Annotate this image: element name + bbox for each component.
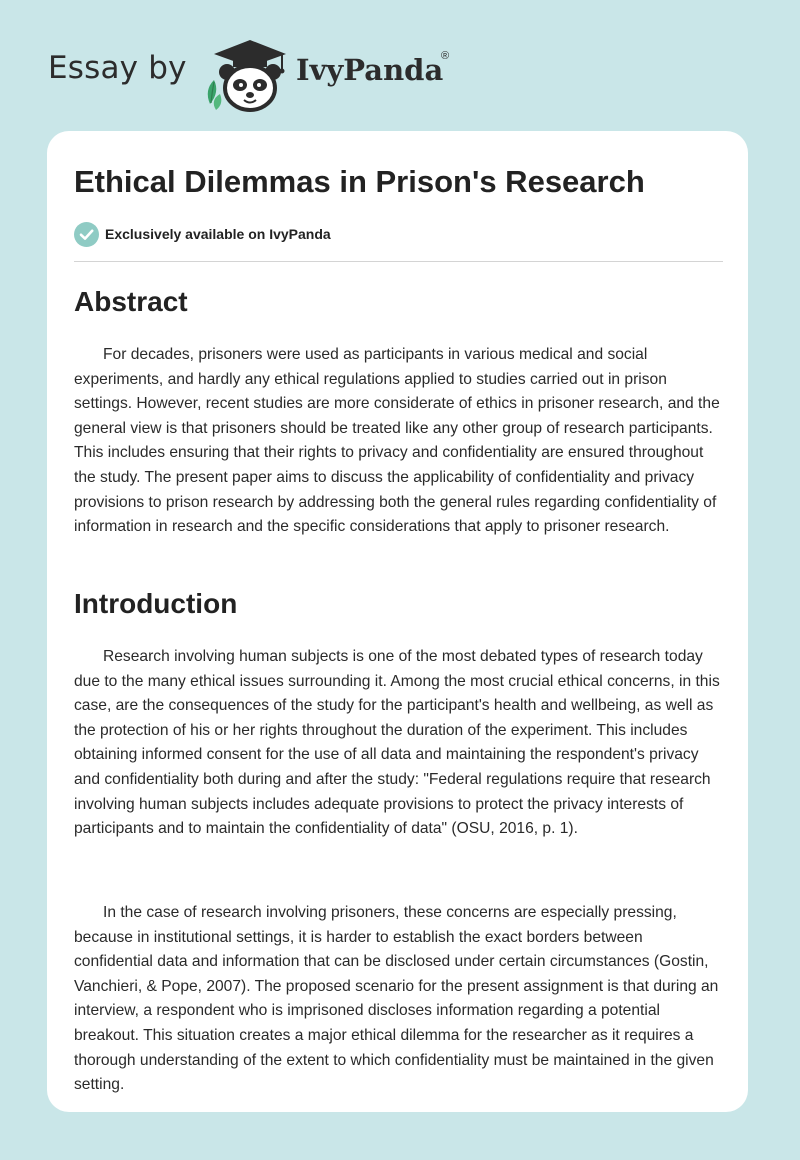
page-title: Ethical Dilemmas in Prison's Research [74, 164, 645, 199]
section-heading-introduction: Introduction [74, 588, 238, 619]
registered-mark: ® [441, 50, 450, 62]
check-circle-icon [74, 222, 99, 247]
section-heading-abstract: Abstract [74, 286, 188, 317]
abstract-paragraph: For decades, prisoners were used as participants in various medical and social experiments, and hardly any ethical regulations applied to studies carried out in prison settings. However, recent studies are more considerate of ethics in prisoner research, and the general view is that prisoners should be treated like any other group of research participants. This includes ensuring that their rights to privacy and confidentiality are ensured throughout the study. The present paper aims to discuss the applicability of confidentiality and privacy provisions to prison research by addressing both the general rules regarding confidentiality of information in research and the specific considerations that apply to prisoner research. [74, 346, 720, 536]
introduction-paragraph-2: In the case of research involving prisoners, these concerns are especially pressing, because in institutional settings, it is harder to establish the exact borders between confidential data and information that can be disclosed under certain circumstances (Gostin, Vanchieri, & Pope, 2007). The proposed scenario for the present assignment is that during an interview, a respondent who is imprisoned discloses information regarding a potential breakout. This situation creates a major ethical dilemma for the researcher as it requires a thorough understanding of the extent to which confidentiality must be maintained in the given setting. [74, 904, 719, 1094]
introduction-paragraph-1: Research involving human subjects is one of the most debated types of research today due to the many ethical issues surrounding it. Among the most crucial ethical concerns, in this case, are the consequences of the study for the participant's health and wellbeing, as well as the protection of his or her rights throughout the duration of the experiment. This includes obtaining informed consent for the use of all data and maintaining the respondent's privacy and confidentiality both during and after the study: "Federal regulations require that research involving human subjects includes adequate provisions to protect the privacy interests of participants and to maintain the confidentiality of data" (OSU, 2016, p. 1). [74, 648, 720, 838]
title-divider [74, 261, 723, 262]
brand-prefix: Essay by [48, 50, 187, 86]
brand-name[interactable]: IvyPanda [296, 53, 444, 87]
essay-card [47, 131, 748, 1112]
exclusive-badge-text: Exclusively available on IvyPanda [105, 226, 331, 242]
site-header [48, 28, 648, 118]
panda-graduate-logo-icon[interactable] [200, 34, 292, 114]
exclusive-badge [74, 221, 331, 247]
